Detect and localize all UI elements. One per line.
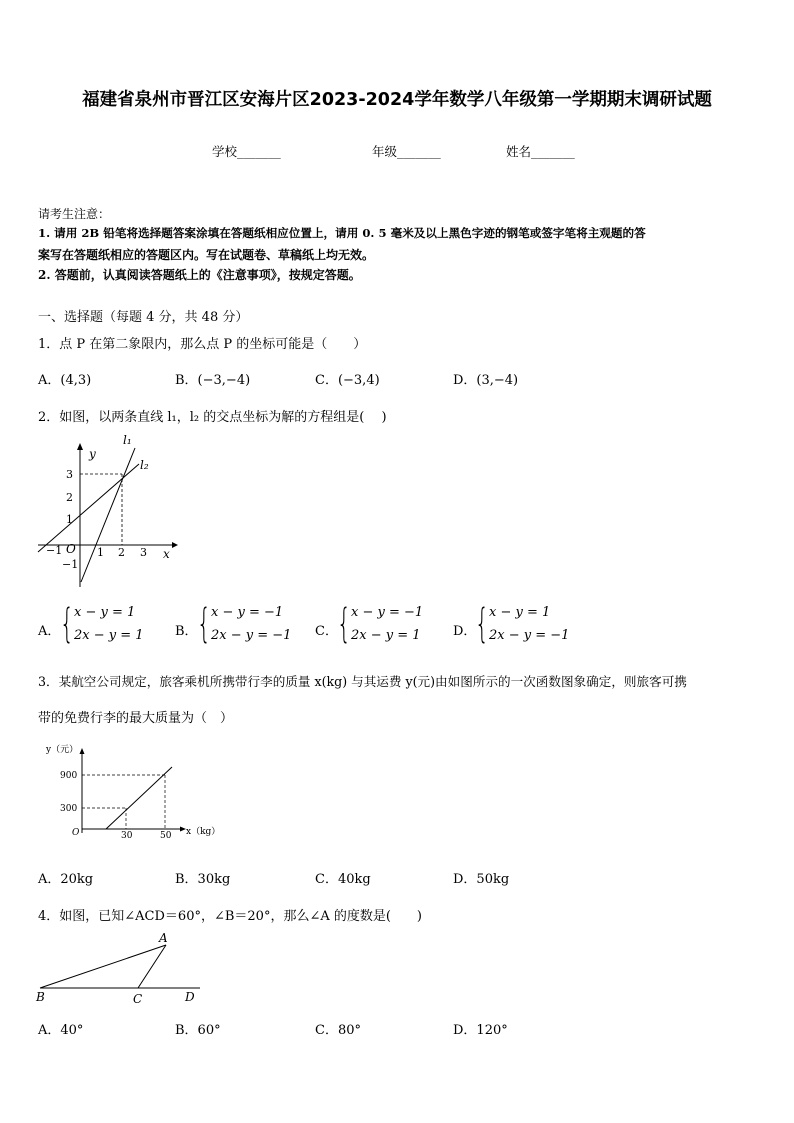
q2-y-arrow: [77, 443, 83, 450]
q4-label-b: B: [36, 990, 45, 1004]
q4-option-a: A．40°: [38, 1023, 84, 1038]
q2-xtick-2: 2: [118, 546, 125, 559]
q4-segment-ca: [138, 945, 166, 988]
q3-x-label: x（kg）: [186, 827, 221, 837]
notice-line-2: 2. 答题前，认真阅读答题纸上的《注意事项》，按规定答题。: [38, 268, 361, 282]
grade-field: 年级_______: [372, 144, 441, 159]
q4-label-c: C: [133, 992, 143, 1006]
q3-option-b: B．30kg: [175, 872, 231, 887]
q3-ytick-900: 900: [60, 771, 78, 781]
school-field: 学校_______: [212, 144, 281, 159]
q2-xtick-1: 1: [97, 546, 104, 559]
q2-l2-label: l₂: [140, 458, 149, 472]
q2-option-b-brace: {: [197, 601, 211, 647]
q4-option-d: D．120°: [453, 1023, 508, 1038]
q2-option-a-brace: {: [60, 601, 74, 647]
q2-option-c-eq1: x − y = −1: [351, 605, 424, 620]
notice-line-1b: 案写在答题纸相应的答题区内。写在试题卷、草稿纸上均无效。: [38, 248, 375, 262]
q2-option-a-letter: A．: [38, 624, 61, 639]
q1-stem: 1．点 P 在第二象限内，那么点 P 的坐标可能是（ ）: [38, 337, 367, 352]
q2-ytick-3: 3: [66, 468, 73, 481]
q4-label-d: D: [185, 990, 195, 1004]
q3-fee-line: [106, 767, 172, 829]
q3-option-d: D．50kg: [453, 872, 510, 887]
q2-ytick-1: 1: [66, 513, 73, 526]
q4-figure: [32, 928, 207, 1006]
q2-option-d-letter: D．: [453, 624, 477, 639]
q2-option-b-system: [197, 601, 307, 649]
q3-option-c: C．40kg: [315, 872, 371, 887]
q3-xtick-30: 30: [121, 831, 133, 840]
q2-ytick-2: 2: [66, 491, 73, 504]
q3-ytick-300: 300: [60, 804, 78, 814]
q2-ytick-neg1: −1: [62, 558, 79, 571]
q2-option-d-eq2: 2x − y = −1: [489, 628, 570, 643]
q2-graph: [32, 432, 182, 590]
q4-option-c: C．80°: [315, 1023, 361, 1038]
q2-x-arrow: [172, 542, 178, 548]
q2-option-b-letter: B．: [175, 624, 198, 639]
q2-option-c-eq2: 2x − y = 1: [351, 628, 421, 643]
q3-y-label: y（元）: [46, 745, 79, 755]
q2-option-c-letter: C．: [315, 624, 338, 639]
q4-option-b: B．60°: [175, 1023, 221, 1038]
q1-option-a: A．(4,3): [38, 373, 92, 388]
q2-option-b-eq2: 2x − y = −1: [211, 628, 292, 643]
q2-option-c-brace: {: [337, 601, 351, 647]
q2-xtick-neg1: −1: [46, 544, 63, 557]
q4-segment-ba: [40, 945, 166, 988]
q3-y-arrow: [80, 748, 85, 754]
q2-origin-label: O: [66, 542, 76, 556]
q3-option-a: A．20kg: [38, 872, 94, 887]
q3-stem-line1: 3．某航空公司规定，旅客乘机所携带行李的质量 x(kg) 与其运费 y(元)由如图所示的一次函数图象确定，则旅客可携: [38, 674, 687, 689]
q3-origin-label: O: [72, 828, 80, 838]
q2-option-b-eq1: x − y = −1: [211, 605, 284, 620]
q2-option-a-system: [60, 601, 160, 649]
q3-xtick-50: 50: [160, 831, 172, 840]
q2-line-l1: [81, 448, 135, 582]
q4-label-a: A: [159, 931, 168, 945]
q1-option-d: D．(3,−4): [453, 373, 519, 388]
q2-y-label: y: [89, 447, 96, 461]
q4-stem: 4．如图，已知∠ACD＝60°，∠B＝20°，那么∠A 的度数是( ): [38, 909, 423, 924]
notice-line-1a: 1. 请用 2B 铅笔将选择题答案涂填在答题纸相应位置上，请用 0. 5 毫米及以上黑色字迹的钢笔或签字笔将主观题的答: [38, 226, 646, 240]
q2-option-a-eq2: 2x − y = 1: [74, 628, 144, 643]
q2-option-a-eq1: x − y = 1: [74, 605, 136, 620]
q2-xtick-3: 3: [140, 546, 147, 559]
q2-option-d-eq1: x − y = 1: [489, 605, 551, 620]
q2-l1-label: l₁: [123, 433, 132, 447]
q2-option-d-brace: {: [475, 601, 489, 647]
q2-option-d-system: [475, 601, 585, 649]
page-title: 福建省泉州市晋江区安海片区2023-2024学年数学八年级第一学期期末调研试题: [82, 90, 712, 110]
name-field: 姓名_______: [506, 144, 575, 159]
q2-line-l2: [38, 464, 139, 552]
q2-x-label: x: [163, 547, 170, 561]
q3-stem-line2: 带的免费行李的最大质量为（ ）: [38, 711, 234, 726]
q3-graph: [40, 740, 225, 840]
section-heading: 一、选择题（每题 4 分，共 48 分）: [38, 310, 249, 325]
q2-stem: 2．如图，以两条直线 l₁，l₂ 的交点坐标为解的方程组是( ): [38, 410, 387, 425]
notice-heading: 请考生注意：: [38, 207, 111, 221]
q1-option-b: B．(−3,−4): [175, 373, 251, 388]
q1-option-c: C．(−3,4): [315, 373, 380, 388]
q2-option-c-system: [337, 601, 447, 649]
